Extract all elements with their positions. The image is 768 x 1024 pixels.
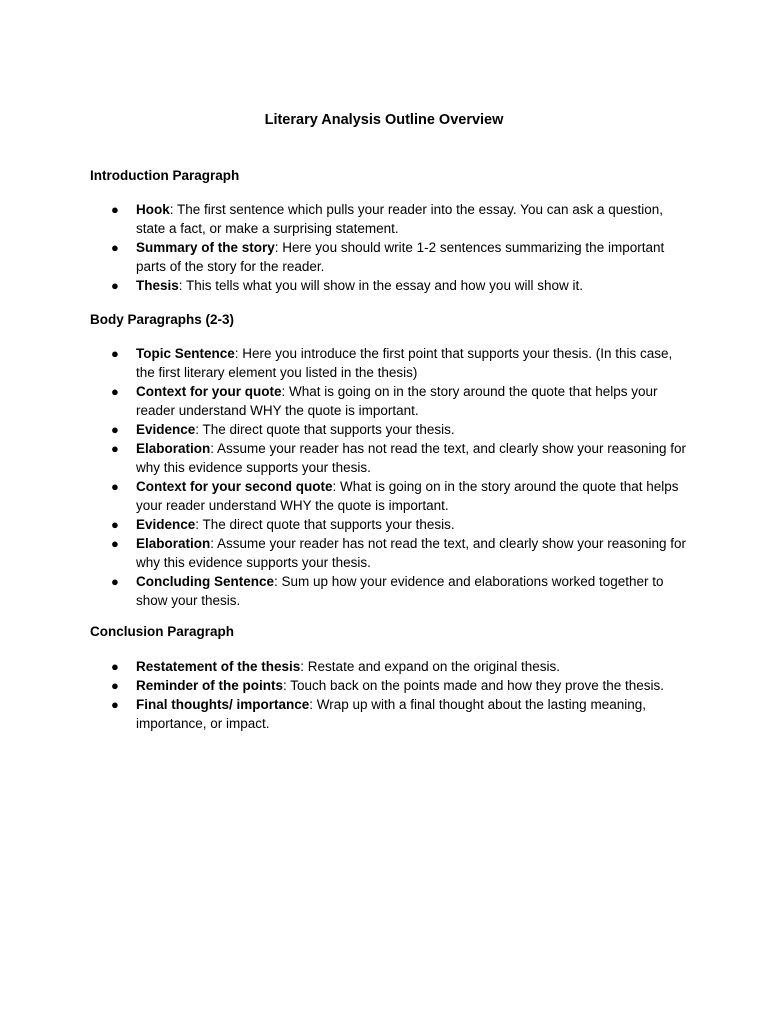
list-item: ● Reminder of the points: Touch back on the points made and how they prove the thesis. [111, 678, 665, 693]
section-heading-conclusion: Conclusion Paragraph [90, 624, 235, 639]
list-item: ● Summary of the story: Here you should write 1-2 sentences summarizing the important parts of the story for the reader. [111, 240, 665, 274]
bullet-icon: ● [111, 202, 119, 217]
bullet-icon: ● [111, 517, 119, 532]
list-item: ● Elaboration: Assume your reader has not read the text, and clearly show your reasoning for why this evidence supports your thesis. [111, 441, 687, 475]
list-item: ● Final thoughts/ importance: Wrap up with a final thought about the lasting meaning, importance, or impact. [111, 697, 646, 731]
page-title: Literary Analysis Outline Overview [264, 112, 504, 128]
bullet-icon: ● [111, 240, 119, 255]
list-item: ● Restatement of the thesis: Restate and expand on the original thesis. [111, 659, 560, 674]
bullet-icon: ● [111, 422, 119, 437]
list-item: ● Topic Sentence: Here you introduce the first point that supports your thesis. (In this case, the first literary element you listed in the thesis) [111, 346, 673, 380]
bullet-icon: ● [111, 441, 119, 456]
bullet-icon: ● [111, 678, 119, 693]
list-item: ● Concluding Sentence: Sum up how your evidence and elaborations worked together to show your thesis. [111, 574, 664, 608]
section-heading-introduction: Introduction Paragraph [90, 168, 240, 183]
bullet-icon: ● [111, 384, 119, 399]
list-item: ● Hook: The first sentence which pulls your reader into the essay. You can ask a question, state a fact, or make a surprising statement. [111, 202, 664, 236]
bullet-icon: ● [111, 278, 119, 293]
bullet-list-conclusion [90, 657, 690, 733]
list-item: ● Evidence: The direct quote that supports your thesis. [111, 517, 455, 532]
bullet-icon: ● [111, 346, 119, 361]
list-item: ● Thesis: This tells what you will show in the essay and how you will show it. [111, 278, 583, 293]
bullet-icon: ● [111, 659, 119, 674]
section-heading-body: Body Paragraphs (2-3) [90, 312, 235, 327]
bullet-icon: ● [111, 479, 119, 494]
list-item: ● Elaboration: Assume your reader has not read the text, and clearly show your reasoning for why this evidence supports your thesis. [111, 536, 687, 570]
bullet-icon: ● [111, 574, 119, 589]
bullet-icon: ● [111, 536, 119, 551]
list-item: ● Evidence: The direct quote that supports your thesis. [111, 422, 455, 437]
bullet-icon: ● [111, 697, 119, 712]
list-item: ● Context for your quote: What is going on in the story around the quote that helps your reader understand WHY the quote is important. [111, 384, 658, 418]
bullet-list-introduction [90, 200, 690, 295]
bullet-list-body [90, 344, 690, 610]
list-item: ● Context for your second quote: What is going on in the story around the quote that helps your reader understand WHY the quote is important. [111, 479, 679, 513]
